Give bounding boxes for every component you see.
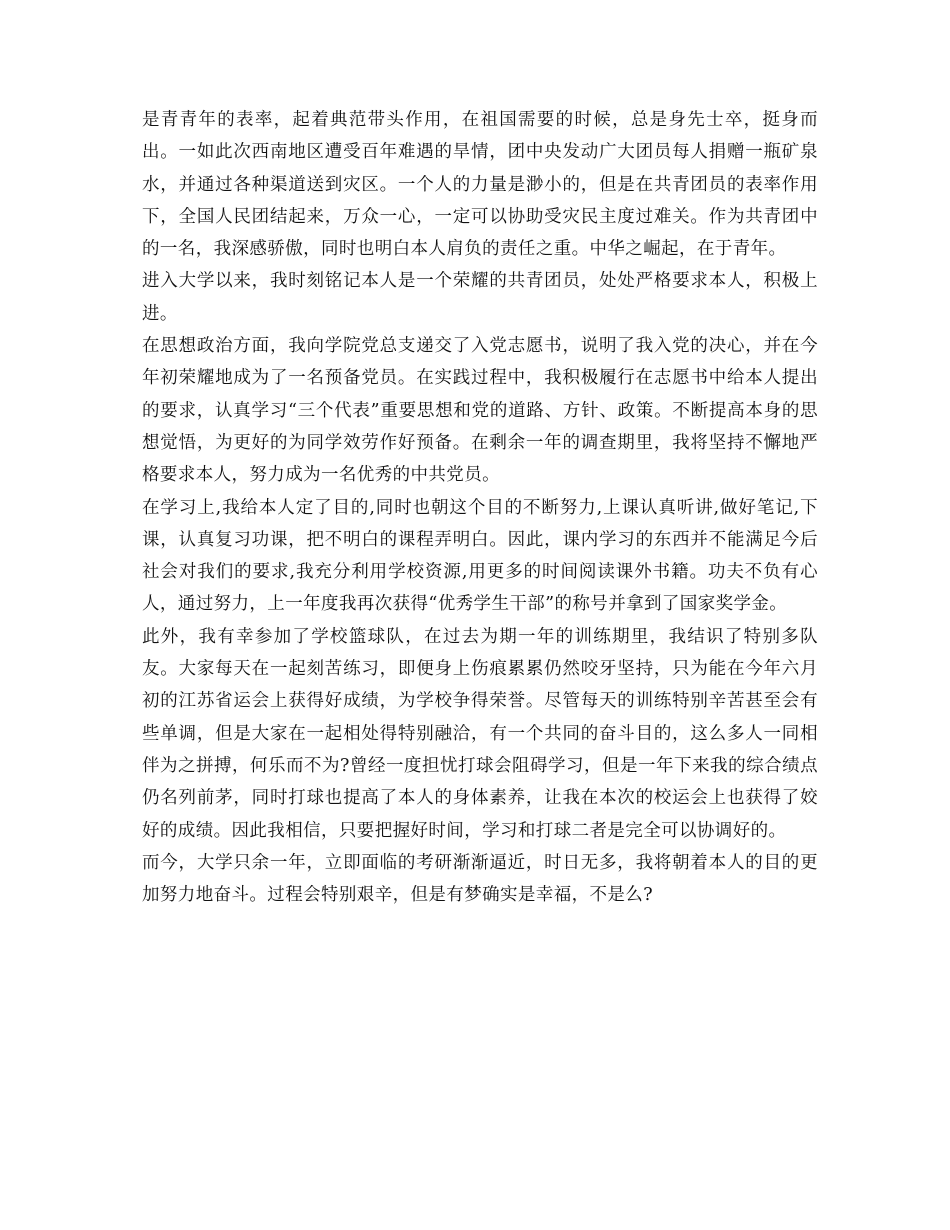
paragraph-5: 此外，我有幸参加了学校篮球队，在过去为期一年的训练期里，我结识了特别多队友。大家每天在一起刻苦练习，即便身上伤痕累累仍然咬牙坚持，只为能在今年六月初的江苏省运会上获得好成绩，为学校争得荣誉。尽管每天的训练特别辛苦甚至会有些单调，但是大家在一起相处得特别融洽，有一个共同的奋斗目的，这么多人一同相伴为之拼搏，何乐而不为?曾经一度担忧打球会阻碍学习，但是一年下来我的综合绩点仍名列前茅，同时打球也提高了本人的身体素养，让我在本次的校运会上也获得了姣好的成绩。因此我相信，只要把握好时间，学习和打球二者是完全可以协调好的。	[142, 626, 818, 841]
paragraph-1: 是青青年的表率，起着典范带头作用，在祖国需要的时候，总是身先士卒，挺身而出。一如此次西南地区遭受百年难遇的旱情，团中央发动广大团员每人捐赠一瓶矿泉水，并通过各种渠道送到灾区。一个人的力量是渺小的，但是在共青团员的表率作用下，全国人民团结起来，万众一心，一定可以协助受灾民主度过难关。作为共青团中的一名，我深感骄傲，同时也明白本人肩负的责任之重。中华之崛起，在于青年。	[142, 110, 818, 260]
paragraph-4: 在学习上,我给本人定了目的,同时也朝这个目的不断努力,上课认真听讲,做好笔记,下课，认真复习功课，把不明白的课程弄明白。因此，课内学习的东西并不能满足今后社会对我们的要求,我充分利用学校资源,用更多的时间阅读课外书籍。功夫不负有心人，通过努力，上一年度我再次获得“优秀学生干部”的称号并拿到了国家奖学金。	[142, 497, 818, 615]
document-page	[142, 104, 818, 911]
paragraph-2: 进入大学以来，我时刻铭记本人是一个荣耀的共青团员，处处严格要求本人，积极上进。	[142, 271, 818, 324]
paragraph-6: 而今，大学只余一年，立即面临的考研渐渐逼近，时日无多，我将朝着本人的目的更加努力地奋斗。过程会特别艰辛，但是有梦确实是幸福，不是么?	[142, 852, 818, 906]
paragraph-3: 在思想政治方面，我向学院党总支递交了入党志愿书，说明了我入党的决心，并在今年初荣耀地成为了一名预备党员。在实践过程中，我积极履行在志愿书中给本人提出的要求，认真学习“三个代表”重要思想和党的道路、方针、政策。不断提高本身的思想觉悟，为更好的为同学效劳作好预备。在剩余一年的调查期里，我将坚持不懈地严格要求本人，努力成为一名优秀的中共党员。	[142, 336, 818, 486]
